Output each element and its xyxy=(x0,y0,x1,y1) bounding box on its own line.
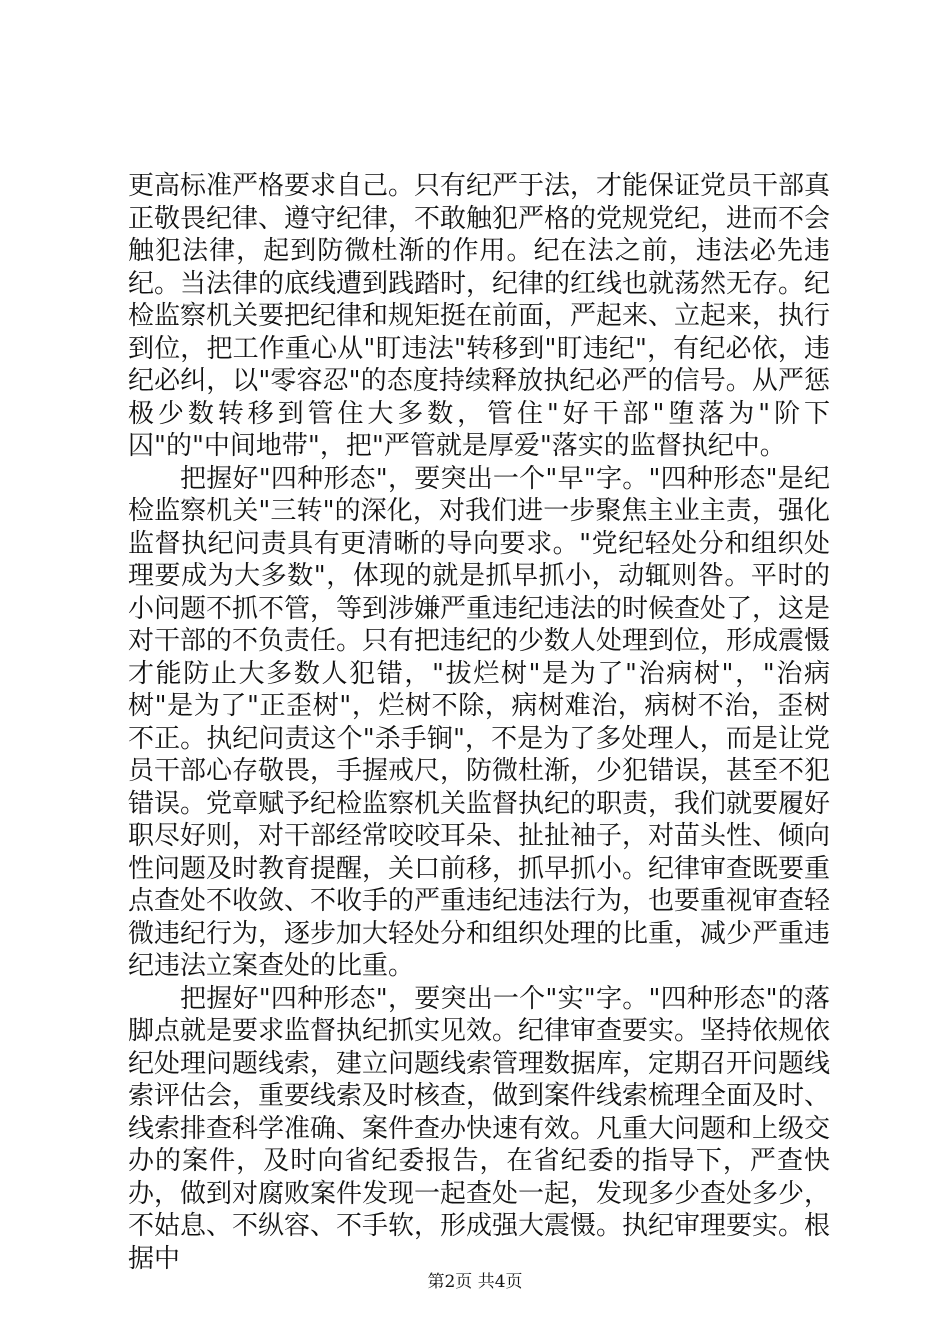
paragraph-continuation: 更高标准严格要求自己。只有纪严于法，才能保证党员干部真正敬畏纪律、遵守纪律，不敢触犯严格的党规党纪，进而不会触犯法律，起到防微杜渐的作用。纪在法之前，违法必先违纪。当法律的底线遭到践踏时，纪律的红线也就荡然无存。纪检监察机关要把纪律和规矩挺在前面，严起来、立起来，执行到位，把工作重心从"盯违法"转移到"盯违纪"，有纪必依，违纪必纠，以"零容忍"的态度持续释放执纪必严的信号。从严惩极少数转移到管住大多数，管住"好干部"堕落为"阶下囚"的"中间地带"，把"严管就是厚爱"落实的监督执纪中。 xyxy=(128,171,831,461)
page-footer: 第2页 共4页 xyxy=(427,1272,523,1292)
document-body xyxy=(128,170,830,1275)
paragraph-early: 把握好"四种形态"，要突出一个"早"字。"四种形态"是纪检监察机关"三转"的深化，对我们进一步聚焦主业主责，强化监督执纪问责具有更清晰的导向要求。"党纪轻处分和组织处理要成为大多数"，体现的就是抓早抓小，动辄则咎。平时的小问题不抓不管，等到涉嫌严重违纪违法的时候查处了，这是对干部的不负责任。只有把违纪的少数人处理到位，形成震慑才能防止大多数人犯错，"拔烂树"是为了"治病树"，"治病树"是为了"正歪树"，烂树不除，病树难治，病树不治，歪树不正。执纪问责这个"杀手锏"，不是为了多处理人，而是让党员干部心存敬畏，手握戒尺，防微杜渐，少犯错误，甚至不犯错误。党章赋予纪检监察机关监督执纪的职责，我们就要履好职尽好则，对干部经常咬咬耳朵、扯扯袖子，对苗头性、倾向性问题及时教育提醒，关口前移，抓早抓小。纪律审查既要重点查处不收敛、不收手的严重违纪违法行为，也要重视审查轻微违纪行为，逐步加大轻处分和组织处理的比重，减少严重违纪违法立案查处的比重。 xyxy=(128,463,831,981)
paragraph-solid: 把握好"四种形态"，要突出一个"实"字。"四种形态"的落脚点就是要求监督执纪抓实见效。纪律审查要实。坚持依规依纪处理问题线索，建立问题线索管理数据库，定期召开问题线索评估会，重要线索及时核查，做到案件线索梳理全面及时、线索排查科学准确、案件查办快速有效。凡重大问题和上级交办的案件，及时向省纪委报告，在省纪委的指导下，严查快办，做到对腐败案件发现一起查处一起，发现多少查处多少，不姑息、不纵容、不手软，形成强大震慑。执纪审理要实。根据中 xyxy=(128,983,831,1274)
